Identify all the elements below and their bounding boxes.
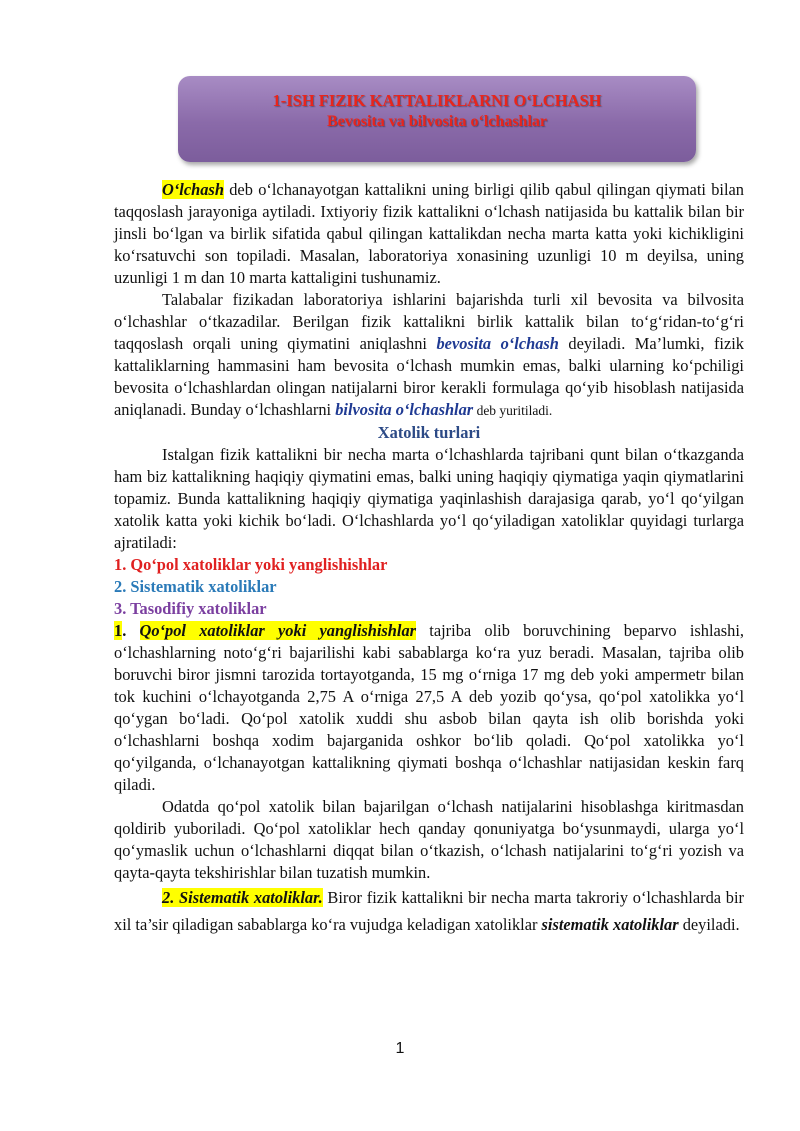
paragraph-direct-indirect	[114, 289, 744, 422]
paragraph-error-intro	[114, 444, 744, 554]
document-body	[114, 179, 744, 938]
term-indirect-measurement: bilvosita o‘lchashlar	[335, 400, 474, 419]
title-banner	[178, 76, 696, 162]
term-systematic-errors: 2. Sistematik xatoliklar.	[162, 888, 323, 907]
page-subtitle: Bevosita va bilvosita o‘lchashlar	[326, 113, 547, 130]
page-title: 1-ISH FIZIK KATTALIKLARNI O‘LCHASH	[272, 91, 602, 110]
paragraph-gross-errors-handling	[114, 796, 744, 884]
section-heading: Xatolik turlari	[377, 423, 481, 442]
paragraph-systematic-errors	[114, 884, 744, 938]
paragraph-text: Biror fizik kattalikni bir necha marta takroriy o‘lchashlarda bir xil ta’sir qiladigan sabablarga ko‘ra vujudga keladigan xatoliklar	[114, 888, 744, 934]
item-number: 1	[114, 621, 123, 640]
paragraph-gross-errors	[114, 620, 744, 796]
term-systematic-errors-inline: sistematik xatoliklar	[541, 915, 679, 934]
paragraph-text: Istalgan fizik kattalikni bir necha marta o‘lchashlarda tajribani qunt bilan o‘tkazganda ham biz kattalikning haqiqiy qiymatini emas, balki uning haqiqiy qiymatiga yaqin qiymatlarini topamiz. Bunda kattalikning haqiqiy qiymatiga yaqinlashish darajasiga qarab, yo‘l qo‘yilgan xatolik katta yoki kichik bo‘ladi. O‘lchashlarda yo‘l qo‘yiladigan xatoliklar quyidagi turlarga ajratiladi:	[114, 445, 744, 552]
list-item: 1. Qo‘pol xatoliklar yoki yanglishishlar	[114, 555, 388, 574]
list-item: 3. Tasodifiy xatoliklar	[114, 599, 267, 618]
paragraph-text: deyiladi. Ma’lumki, fizik kattaliklarning hammasini ham bevosita o‘lchash mumkin emas, balki ularning ko‘pchiligi bevosita o‘lchashlardan olingan natijalarni biror kerakli formulaga qo‘yib hisoblash natijasida aniqlanadi. Bunday o‘lchashlarni	[114, 334, 744, 419]
item-dot: .	[122, 621, 140, 640]
paragraph-text: tajriba olib boruvchining beparvo ishlashi, o‘lchashlarning noto‘g‘ri bajarilishi kabi sabablarga ko‘ra yuz beradi. Masalan, tajriba olib boruvchi biror jismni tarozida tortayotganda, 15 mg o‘rniga 17 mg deb yoki ampermetr bilan tok kuchini o‘lchayotganda 2,75 A o‘rniga 27,5 A deb yozib qo‘ysa, qo‘pol xatolikka yo‘l qo‘ygan bo‘ladi. Qo‘pol xatolik xuddi shu asbob bilan qayta ish olib borishda yoki o‘lchashlarni boshqa xodim bajarganida oshkor bo‘lib qoladi. Qo‘pol xatolikka yo‘l qo‘yilganda, o‘lchanayotgan kattalikning qiymati boshqa o‘lchashlar natijasidan keskin farq qiladi.	[114, 621, 745, 794]
term-gross-errors: Qo‘pol xatoliklar yoki yanglishishlar	[139, 621, 417, 640]
paragraph-measurement-definition	[114, 179, 744, 289]
paragraph-text: deb o‘lchanayotgan kattalikni uning birligi qilib qabul qilingan qiymati bilan taqqoslash jarayoniga aytiladi. Ixtiyoriy fizik kattalikni o‘lchash natijasida bu kattalik bilan bir jinsli bo‘lgan va birlik sifatida qabul qilingan kattalikdan necha marta katta yoki kichikligini ko‘rsatuvchi son topiladi. Masalan, laboratoriya xonasining uzunligi 10 m deyilsa, uning uzunligi 1 m dan 10 marta kattaligini tushunamiz.	[114, 180, 744, 287]
term-olchash: O‘lchash	[162, 180, 224, 199]
paragraph-text: Odatda qo‘pol xatolik bilan bajarilgan o‘lchash natijalarini hisoblashga kiritmasdan qoldirib yuboriladi. Qo‘pol xatoliklar hech qanday qonuniyatga bo‘ysunmaydi, ularga yo‘l qo‘ymaslik uchun o‘lchashlarni diqqat bilan o‘tkazish, o‘lchash natijalarini to‘g‘ri yozish va qayta-qayta tekshirishlar bilan tuzatish mumkin.	[114, 797, 744, 882]
list-item: 2. Sistematik xatoliklar	[114, 577, 277, 596]
page-number: 1	[395, 1040, 405, 1057]
paragraph-text: deyiladi.	[678, 915, 740, 934]
paragraph-text: Talabalar fizikadan laboratoriya ishlarini bajarishda turli xil bevosita va bilvosita o‘lchashlar o‘tkazadilar. Berilgan fizik kattalikni birlik kattalik bilan to‘g‘ridan-to‘g‘ri taqqoslash orqali uning qiymatini aniqlashni	[114, 290, 744, 353]
term-direct-measurement: bevosita o‘lchash	[436, 334, 559, 353]
paragraph-text: deb yuritiladi.	[473, 403, 553, 418]
